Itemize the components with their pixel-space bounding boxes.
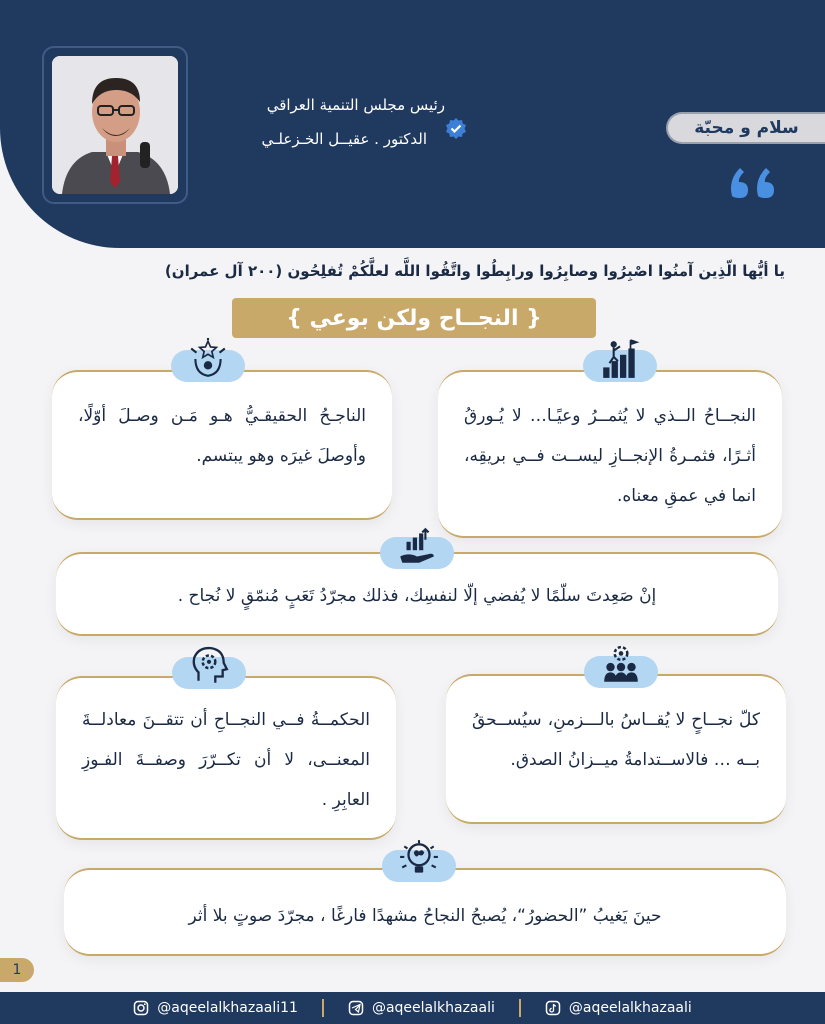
quote-text-2: الناجـحُ الحقيقـيُّ هـو مَـن وصـلَ أوّلًا، وأوصلَ غيرَه وهو يبتسم. [78,406,366,466]
telegram-link[interactable] [334,1000,509,1016]
page-number: 1 [0,958,34,982]
telegram-handle: @aqeelalkhazaali [371,1000,495,1016]
tiktok-icon [545,1000,561,1016]
tiktok-handle: @aqeelalkhazaali [568,1000,692,1016]
author-photo-frame [42,46,188,204]
brain-bulb-icon [398,838,440,880]
author-name: الدكتور . عقيــل الخـزعلـي [261,130,427,148]
quote-card-4 [446,674,786,824]
mind-gear-icon [188,645,230,687]
footer-separator [322,999,324,1017]
author-photo [52,56,178,194]
icon-pill-1 [583,350,657,382]
quote-text-4: كلّ نجــاحٍ لا يُقــاسُ بالـــزمنِ، سيُســحقُ بــه … فالاســتدامةُ ميــزانُ الصدق. [472,710,760,770]
quote-text-3: إنْ صَعِدتَ سلّمًا لا يُفضي إلّا لنفسِك، فذلك مجرّدُ تَعَبٍ مُنمّقٍ لا نُجاح . [177,586,657,606]
footer-separator [519,999,521,1017]
greeting-tab: سلام و محبّة [666,112,825,144]
quote-card-1 [438,370,782,538]
author-portrait-image [52,56,178,194]
icon-pill-3 [380,537,454,569]
team-gear-icon [600,644,642,686]
instagram-handle: @aqeelalkhazaali11 [157,1000,298,1016]
tiktok-link[interactable] [531,1000,706,1016]
person-climbing-stairs-icon [599,338,641,380]
icon-pill-2 [171,350,245,382]
hand-growth-icon [396,525,438,567]
quote-text-1: النجــاحُ الــذي لا يُثمــرُ وعيًـا… لا يُـورقُ أثـرًا، فثمـرةُ الإنجــازِ ليســت فــي بريقِه، انما في عمقِ معناه. [464,406,756,506]
verified-badge-icon [444,117,468,141]
quran-verse: يا أيُّها الّذِين آمنُوا اصْبِرُوا وصابِرُوا ورابِطُوا واتَّقُوا اللَّه لعلَّكُمْ تُفلِحُون (٢٠٠ آل عمران) [164,262,785,280]
quote-text-6: حينَ يَغيبُ ”الحضورُ“، يُصبحُ النجاحُ مشهدًا فارغًا ، مجرّدَ صوتٍ بلا أثر [188,906,662,926]
quote-icon [726,160,778,200]
telegram-icon [348,1000,364,1016]
page-title: { النجــاح ولكن بوعي } [232,298,596,338]
icon-pill-6 [382,850,456,882]
quote-card-2 [52,370,392,520]
icon-pill-5 [172,657,246,689]
icon-pill-4 [584,656,658,688]
author-title: رئيس مجلس التنمية العراقي [266,96,445,114]
quote-card-5 [56,676,396,840]
instagram-icon [133,1000,149,1016]
instagram-link[interactable] [119,1000,312,1016]
footer-bar [0,992,825,1024]
star-person-icon [187,338,229,380]
quote-text-5: الحكمــةُ فــي النجــاحِ أن تتقــنَ معادلــةَ المعنــى، لا أن تكــرّرَ وصفــةَ الفـوزِ العابِرِ . [82,710,370,810]
